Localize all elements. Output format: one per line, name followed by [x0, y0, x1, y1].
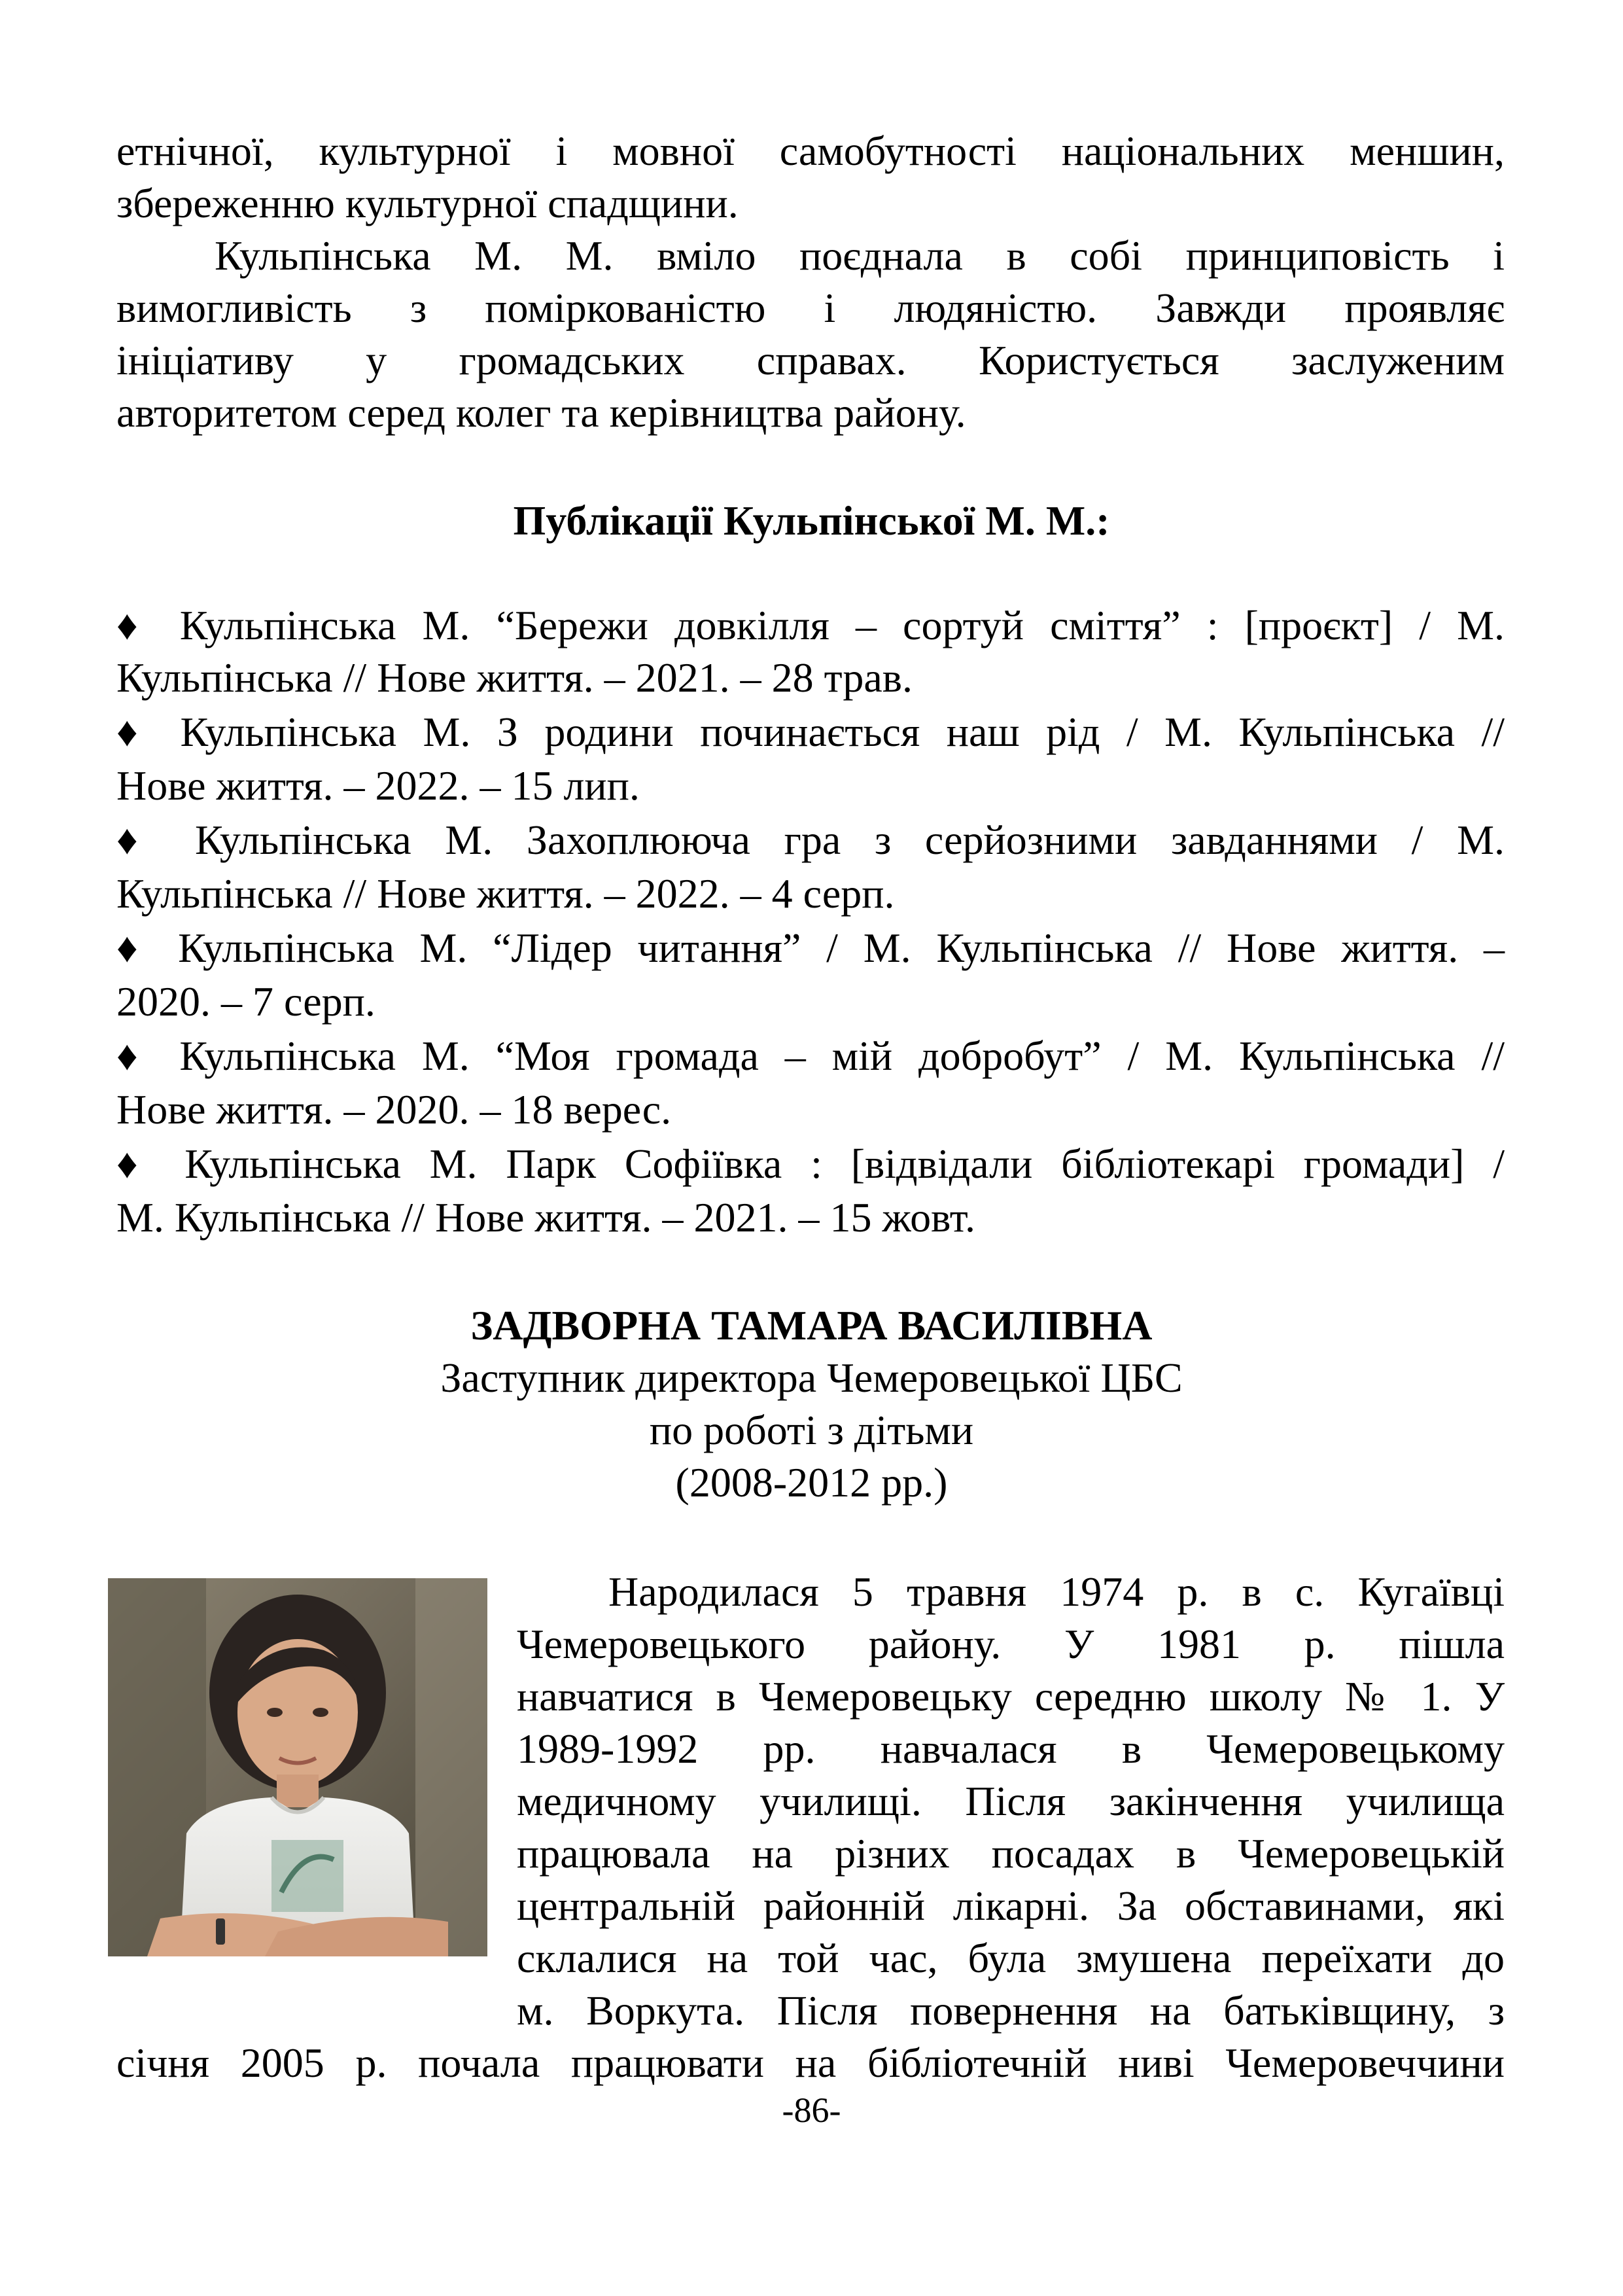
publication-line: 2020. – 7 серп. [116, 978, 375, 1025]
bio-line: м. Воркута. Після повернення на батьківщину, з [517, 1987, 1505, 2034]
portrait-photo [108, 1578, 487, 1956]
bio-line: січня 2005 р. почала працювати на бібліотечній ниві Чемеровеччини [116, 2040, 1505, 2086]
bio-line: Чемеровецького району. У 1981 р. пішла [517, 1621, 1505, 1667]
bio-line: медичному училищі. Після закінчення училища [517, 1778, 1505, 1824]
publication-line: ♦ Кульпінська М. Захоплююча гра з серйозними завданнями / М. [116, 817, 1505, 863]
publication-line: ♦ Кульпінська М. Парк Софіївка : [відвідали бібліотекарі громади] / [116, 1140, 1505, 1187]
publication-line: ♦ Кульпінська М. “Лідер читання” / М. Кульпінська // Нове життя. – [116, 925, 1505, 971]
intro-line: авторитетом серед колег та керівництва району. [116, 389, 966, 436]
bio-line: центральній районній лікарні. За обставинами, які [517, 1882, 1505, 1929]
profile-position: Заступник директора Чемеровецької ЦБС [440, 1354, 1183, 1401]
bio-line: навчатися в Чемеровецьку середню школу № 1. У [517, 1673, 1505, 1720]
profile-position-detail: по роботі з дітьми [649, 1407, 974, 1453]
page-number: -86- [782, 2091, 841, 2130]
publication-line: Нове життя. – 2020. – 18 верес. [116, 1086, 672, 1133]
profile-years: (2008-2012 рр.) [675, 1459, 948, 1506]
intro-line: Кульпінська М. М. вміло поєднала в собі принциповість і [215, 232, 1505, 279]
intro-line: етнічної, культурної і мовної самобутності національних меншин, [116, 128, 1505, 174]
publication-line: ♦ Кульпінська М. “Бережи довкілля – сортуй сміття” : [проєкт] / М. [116, 602, 1505, 648]
publication-line: М. Кульпінська // Нове життя. – 2021. – 15 жовт. [116, 1194, 975, 1241]
publication-line: ♦ Кульпінська М. “Моя громада – мій добробут” / М. Кульпінська // [116, 1033, 1505, 1079]
bio-line: Народилася 5 травня 1974 р. в с. Кугаївці [608, 1568, 1505, 1615]
bio-line: працювала на різних посадах в Чемеровецькій [517, 1830, 1505, 1877]
publication-line: Нове життя. – 2022. – 15 лип. [116, 762, 640, 809]
profile-name: ЗАДВОРНА ТАМАРА ВАСИЛІВНА [470, 1302, 1153, 1349]
intro-line: збереженню культурної спадщини. [116, 180, 739, 226]
publications-heading: Публікації Кульпінської М. М.: [513, 497, 1110, 544]
bio-line: склалися на той час, була змушена переїхати до [517, 1935, 1505, 1981]
publication-line: Кульпінська // Нове життя. – 2021. – 28 трав. [116, 654, 913, 701]
publication-line: Кульпінська // Нове життя. – 2022. – 4 серп. [116, 870, 895, 917]
intro-line: вимогливість з поміркованістю і людяністю. Завжди проявляє [116, 285, 1505, 331]
intro-line: ініціативу у громадських справах. Користується заслуженим [116, 337, 1505, 383]
bio-line: 1989-1992 рр. навчалася в Чемеровецькому [517, 1725, 1505, 1772]
publication-line: ♦ Кульпінська М. З родини починається наш рід / М. Кульпінська // [116, 709, 1505, 755]
